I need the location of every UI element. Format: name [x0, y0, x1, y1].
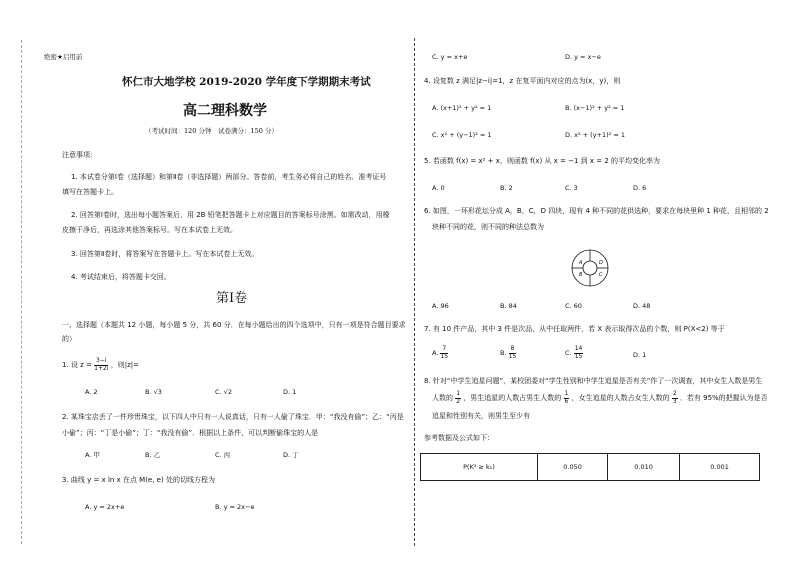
question-3-line1: 3. 曲线 y = x ln x 在点 M(e, e) 处的切线方程为 — [62, 476, 215, 484]
q1-option-b: B. √3 — [145, 388, 162, 396]
q8-text: 人数的 — [432, 394, 453, 403]
table-cell: 0.001 — [680, 454, 760, 481]
secret-label: 绝密★启用前 — [44, 53, 83, 61]
section-title: 第Ⅰ卷 — [216, 291, 248, 306]
option-label: D. — [633, 351, 641, 359]
question-5-line1: 5. 若函数 f(x) = x² + x，则函数 f(x) 从 x = −1 到 x = 2 的平均变化率为 — [424, 157, 661, 165]
q3-option-a: A. y = 2x+e — [85, 503, 125, 511]
q1-option-a: A. 2 — [85, 388, 98, 396]
q8-text: ．若有 95%的把握认为是否 — [679, 394, 768, 403]
note-line: 1. 本试卷分第Ⅰ卷（选择题）和第Ⅱ卷（非选择题）两部分。答卷前，考生务必将自己的姓名、准考证号 — [71, 173, 387, 181]
option-label: B. — [500, 349, 507, 358]
q7-option-a — [432, 346, 448, 360]
q3-option-c: C. y = x+e — [432, 53, 468, 61]
q1-option-c: C. √2 — [215, 388, 232, 396]
fraction-numerator: 14 — [574, 345, 583, 352]
q5-option-c: C. 3 — [565, 184, 578, 192]
question-6-line2: 块种不同的花，则不同的种法总数为 — [432, 223, 544, 231]
subject-title: 高二理科数学 — [183, 103, 267, 119]
notes-heading: 注意事项: — [62, 151, 93, 159]
sector-label-a: A — [579, 260, 583, 266]
q2-option-a: A. 甲 — [85, 451, 100, 459]
q8-fraction — [564, 391, 570, 405]
sector-label-d: D — [599, 260, 603, 266]
question-4-line1: 4. 设复数 z 满足|z−i|=1，z 在复平面内对应的点为(x，y)，则 — [424, 77, 621, 85]
option-label: A. — [432, 349, 439, 358]
q4-option-c: C. x² + (y−1)² = 1 — [432, 131, 492, 139]
question-8-line1: 8. 针对“中学生追星问题”，某校团委对“学生性别和中学生追星是否有关”作了一次调查，其中女生人数是男生 — [424, 377, 763, 385]
exam-info: （考试时间：120 分钟 试卷满分：150 分） — [145, 127, 278, 135]
fraction-numerator: 3−i — [96, 357, 107, 364]
option-fraction — [509, 346, 517, 360]
reference-table — [420, 453, 760, 481]
option-fraction — [440, 346, 448, 360]
fraction-numerator: 1 — [564, 390, 569, 397]
table-cell: 0.050 — [538, 454, 608, 481]
table-cell: 0.010 — [608, 454, 680, 481]
fraction-denominator: 3 — [672, 397, 677, 405]
question-8-line2 — [432, 391, 768, 405]
fraction-denominator: 2 — [456, 397, 461, 405]
fraction-numerator: 7 — [442, 345, 447, 352]
flower-bed-diagram — [570, 248, 610, 288]
table-row — [421, 454, 760, 481]
note-line: 3. 回答第Ⅱ卷时，将答案写在答题卡上。写在本试卷上无效。 — [71, 250, 259, 258]
inner-ring — [583, 261, 597, 275]
section-intro: 一、选择题（本题共 12 小题，每小题 5 分，共 60 分．在每小题给出的四个选项中，只有一项是符合题目要求 — [62, 321, 406, 329]
q7-option-c — [565, 346, 583, 360]
q1-suffix: ，则|z|= — [110, 361, 139, 370]
question-6-line1: 6. 如图，一环形花坛分成 A，B，C，D 四块，现有 4 种不同的花供选种，要求在每块里种 1 种花，且相邻的 2 — [424, 207, 769, 215]
fraction-denominator: 1+2i — [94, 364, 109, 372]
q1-option-d: D. 1 — [283, 388, 297, 396]
sector-label-b: B — [579, 272, 583, 278]
option-fraction — [574, 346, 584, 360]
option-value: 1 — [642, 351, 647, 359]
reference-heading: 参考数据及公式如下： — [424, 434, 494, 442]
q3-option-b: B. y = 2x−e — [215, 503, 255, 511]
fraction-numerator: 8 — [510, 345, 515, 352]
q7-option-b — [500, 346, 516, 360]
q2-option-c: C. 丙 — [215, 451, 231, 459]
q1-prefix: 1. 设 z = — [62, 361, 92, 370]
q2-option-d: D. 丁 — [283, 451, 299, 459]
question-7-line1: 7. 有 10 件产品，其中 3 件是次品，从中任取两件，若 X 表示取得次品的个数，则 P(X<2) 等于 — [424, 325, 725, 333]
q5-option-b: B. 2 — [500, 184, 513, 192]
school-title: 怀仁市大地学校 2019-2020 学年度下学期期末考试 — [122, 76, 371, 88]
q8-text: ，男生追星的人数占男生人数的 — [463, 394, 562, 403]
q5-option-a: A. 0 — [432, 184, 445, 192]
q3-option-d: D. y = x−e — [565, 53, 601, 61]
q2-option-b: B. 乙 — [145, 451, 161, 459]
question-2-line2: 小偷”；丙：“丁是小偷”；丁：“我没有偷”．根据以上条件，可以判断偷珠宝的人是 — [62, 429, 319, 437]
q8-fraction — [455, 391, 461, 405]
question-2-line1: 2. 某珠宝店丢了一件珍贵珠宝，以下四人中只有一人说真话，只有一人偷了珠宝．甲：“我没有偷”；乙：“丙是 — [62, 413, 404, 421]
fraction-numerator: 2 — [672, 390, 677, 397]
table-cell: P(K² ≥ k₀) — [421, 454, 538, 481]
q6-option-c: C. 60 — [565, 302, 582, 310]
q8-text: ，女生追星的人数占女生人数的 — [571, 394, 670, 403]
note-line: 4. 考试结束后，将答题卡交回。 — [71, 273, 171, 281]
note-line: 填写在答题卡上。 — [62, 188, 118, 196]
note-line: 2. 回答第Ⅰ卷时，选出每小题答案后，用 2B 铅笔把答题卡上对应题目的答案标号涂黑。如需改动，用橡 — [71, 211, 390, 219]
fraction-denominator: 15 — [508, 352, 517, 360]
q6-option-d: D. 48 — [633, 302, 651, 310]
fraction-denominator: 6 — [564, 397, 569, 405]
q8-fraction — [672, 391, 678, 405]
option-label: C. — [565, 349, 572, 358]
q4-option-b: B. (x−1)² + y² = 1 — [565, 104, 625, 112]
q4-option-a: A. (x+1)² + y² = 1 — [432, 104, 492, 112]
q6-option-b: B. 84 — [500, 302, 517, 310]
note-line: 皮擦干净后，再选涂其他答案标号。写在本试卷上无效。 — [62, 226, 237, 234]
q5-option-d: D. 6 — [633, 184, 647, 192]
question-8-line3: 追星和性别有关，则男生至少有 — [432, 412, 530, 420]
q4-option-d: D. x² + (y+1)² = 1 — [565, 131, 625, 139]
section-intro: 的） — [62, 335, 76, 343]
column-divider — [414, 38, 415, 546]
q7-option-d — [633, 351, 646, 359]
sector-label-c: C — [599, 272, 603, 278]
fraction-denominator: 15 — [440, 352, 449, 360]
fraction-numerator: 1 — [456, 390, 461, 397]
binding-cut-line — [21, 40, 22, 544]
fraction-denominator: 15 — [574, 352, 583, 360]
question-1 — [62, 358, 139, 372]
q1-fraction — [94, 358, 108, 372]
q6-option-a: A. 96 — [432, 302, 449, 310]
